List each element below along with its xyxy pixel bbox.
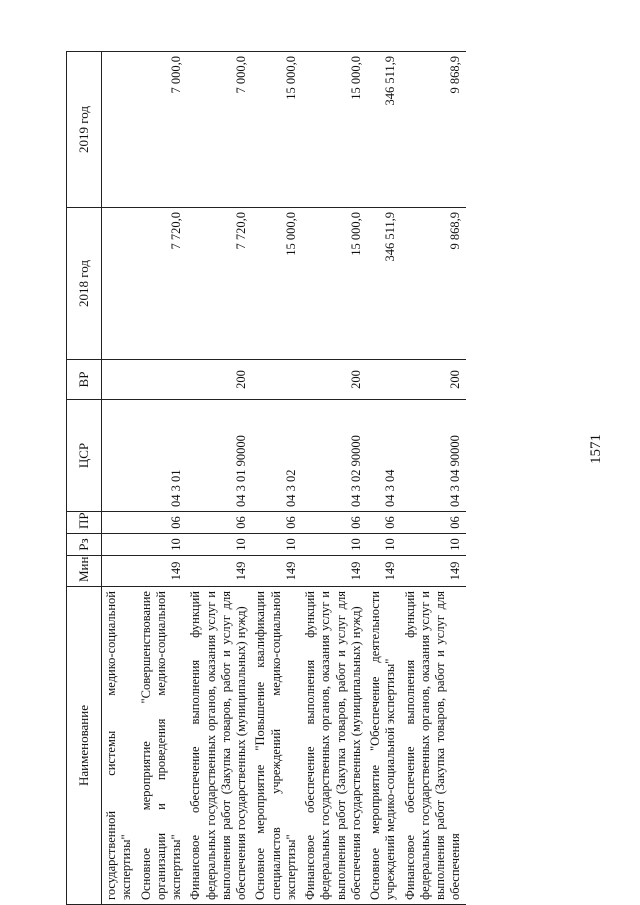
row-2018 xyxy=(102,208,137,360)
row-rz xyxy=(102,534,137,556)
row-2018: 9 868,9 xyxy=(401,208,466,360)
row-2018: 346 511,9 xyxy=(366,208,401,360)
budget-table xyxy=(66,51,466,905)
row-vr: 200 xyxy=(401,360,466,400)
header-min: Мин xyxy=(67,556,102,587)
row-min: 149 xyxy=(401,556,466,587)
table-row xyxy=(186,52,251,905)
row-rz: 10 xyxy=(366,534,401,556)
row-min: 149 xyxy=(301,556,366,587)
row-min: 149 xyxy=(366,556,401,587)
row-csr: 04 3 02 xyxy=(251,400,301,512)
row-name: Финансовое обеспечение выполнения функций федеральных государственных органов, оказания услуг и выполнения работ (Закупка товаров, работ и услуг для обеспечения государственных (муниципальных) нужд) xyxy=(186,587,251,905)
row-vr xyxy=(366,360,401,400)
row-vr: 200 xyxy=(186,360,251,400)
row-rz: 10 xyxy=(401,534,466,556)
row-rz: 10 xyxy=(186,534,251,556)
row-min xyxy=(102,556,137,587)
row-vr: 200 xyxy=(301,360,366,400)
row-pr xyxy=(102,512,137,534)
row-csr: 04 3 04 90000 xyxy=(401,400,466,512)
table-row xyxy=(366,52,401,905)
header-pr: ПР xyxy=(67,512,102,534)
row-pr: 06 xyxy=(301,512,366,534)
row-name: государственной системы медико-социальной экспертизы" xyxy=(102,587,137,905)
table-row xyxy=(137,52,187,905)
row-csr: 04 3 01 90000 xyxy=(186,400,251,512)
row-2018: 15 000,0 xyxy=(251,208,301,360)
header-name: Наименование xyxy=(67,587,102,905)
table-row xyxy=(301,52,366,905)
row-pr: 06 xyxy=(137,512,187,534)
row-rz: 10 xyxy=(251,534,301,556)
row-2019: 15 000,0 xyxy=(301,52,366,208)
row-2019: 7 000,0 xyxy=(186,52,251,208)
page-number: 1571 xyxy=(588,434,604,464)
row-pr: 06 xyxy=(186,512,251,534)
row-name: Финансовое обеспечение выполнения функций федеральных государственных органов, оказания услуг и выполнения работ (Закупка товаров, работ и услуг для обеспечения xyxy=(401,587,466,905)
table-row xyxy=(251,52,301,905)
row-csr: 04 3 02 90000 xyxy=(301,400,366,512)
row-2019: 7 000,0 xyxy=(137,52,187,208)
row-rz: 10 xyxy=(137,534,187,556)
row-2018: 7 720,0 xyxy=(186,208,251,360)
row-name: Основное мероприятие "Повышение квалификации специалистов учреждений медико-социальной экспертизы" xyxy=(251,587,301,905)
row-2019: 9 868,9 xyxy=(401,52,466,208)
row-2019: 15 000,0 xyxy=(251,52,301,208)
row-csr: 04 3 04 xyxy=(366,400,401,512)
row-vr xyxy=(251,360,301,400)
row-name: Основное мероприятие "Совершенствование организации и проведения медико-социальной экспертизы" xyxy=(137,587,187,905)
header-csr: ЦСР xyxy=(67,400,102,512)
row-vr xyxy=(102,360,137,400)
row-2018: 7 720,0 xyxy=(137,208,187,360)
row-min: 149 xyxy=(251,556,301,587)
row-csr xyxy=(102,400,137,512)
row-pr: 06 xyxy=(366,512,401,534)
table-header-row xyxy=(67,52,102,905)
row-rz: 10 xyxy=(301,534,366,556)
row-name: Основное мероприятие "Обеспечение деятельности учреждений медико-социальной экспертизы" xyxy=(366,587,401,905)
row-pr: 06 xyxy=(251,512,301,534)
row-2019 xyxy=(102,52,137,208)
table-row xyxy=(102,52,137,905)
row-vr xyxy=(137,360,187,400)
row-min: 149 xyxy=(137,556,187,587)
row-csr: 04 3 01 xyxy=(137,400,187,512)
header-rz: Рз xyxy=(67,534,102,556)
row-name: Финансовое обеспечение выполнения функций федеральных государственных органов, оказания услуг и выполнения работ (Закупка товаров, работ и услуг для обеспечения государственных (муниципальных) нужд) xyxy=(301,587,366,905)
header-2018: 2018 год xyxy=(67,208,102,360)
row-pr: 06 xyxy=(401,512,466,534)
table-row xyxy=(401,52,466,905)
header-vr: ВР xyxy=(67,360,102,400)
header-2019: 2019 год xyxy=(67,52,102,208)
row-2019: 346 511,9 xyxy=(366,52,401,208)
row-min: 149 xyxy=(186,556,251,587)
row-2018: 15 000,0 xyxy=(301,208,366,360)
